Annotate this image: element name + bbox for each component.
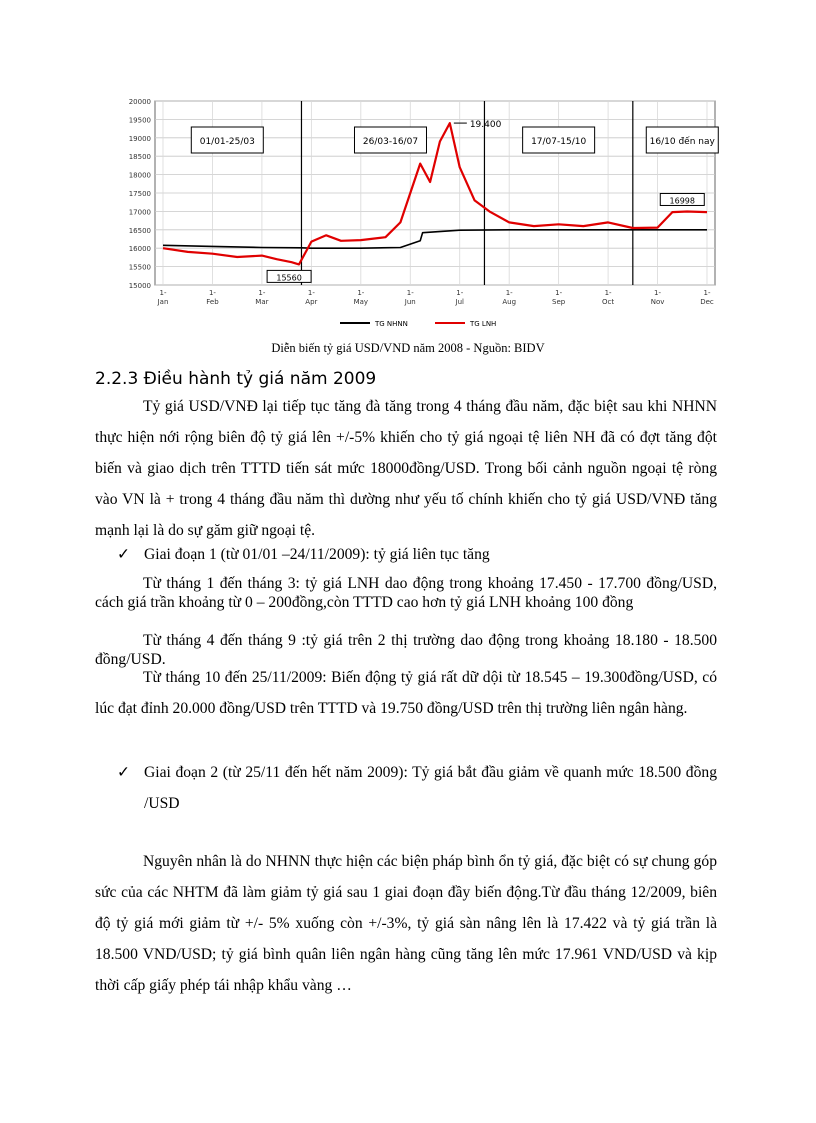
checkmark-icon: ✓ bbox=[117, 546, 131, 563]
paragraph-cause-text: Nguyên nhân là do NHNN thực hiện các biện pháp bình ổn tỷ giá, đặc biệt có sự chung góp sức của các NHTM đã làm giảm tỷ giá sau 1 giai đoạn đầy biến động.Từ đầu tháng 12/2009, biên độ tỷ giá mới giảm từ +/- 5% xuống còn +/-3%, tỷ giá sàn nâng lên là 17.422 và tỷ giá trần là 18.500 VND/USD; tỷ giá bình quân liên ngân hàng cũng tăng lên mức 17.961 VND/USD và kịp thời cấp giấy phép tái nhập khẩu vàng … bbox=[95, 853, 717, 994]
x-tick-label: Nov bbox=[650, 298, 665, 306]
y-tick-label: 20000 bbox=[128, 98, 151, 106]
x-tick-label: 1- bbox=[505, 289, 513, 297]
x-tick-label: 1- bbox=[654, 289, 662, 297]
checkmark-icon: ✓ bbox=[117, 764, 131, 781]
paragraph-cause bbox=[95, 846, 717, 1001]
period-label: 16/10 đến nay bbox=[649, 137, 715, 147]
x-tick-label: 1- bbox=[357, 289, 365, 297]
x-tick-label: Jun bbox=[404, 298, 416, 306]
paragraph-apr-sep-text: Từ tháng 4 đến tháng 9 :tỷ giá trên 2 thị trường dao động trong khoảng 18.180 - 18.500 đồng/USD. bbox=[95, 632, 717, 668]
paragraph-jan-mar-text: Từ tháng 1 đến tháng 3: tỷ giá LNH dao động trong khoảng 17.450 - 17.700 đồng/USD, cách giá trần khoảng từ 0 – 200đồng,còn TTTD cao hơn tỷ giá LNH khoảng 100 đồng bbox=[95, 575, 717, 611]
y-tick-label: 17000 bbox=[128, 208, 151, 217]
x-tick-label: Sep bbox=[552, 298, 566, 306]
y-tick-label: 16500 bbox=[128, 226, 151, 235]
x-tick-label: 1- bbox=[555, 289, 563, 297]
annotation-low: 15560 bbox=[276, 273, 302, 283]
y-tick-label: 19000 bbox=[128, 134, 151, 143]
period-label: 17/07-15/10 bbox=[531, 137, 587, 147]
x-tick-label: Oct bbox=[602, 298, 615, 306]
y-tick-label: 18500 bbox=[128, 153, 151, 162]
annotation-peak: 19.400 bbox=[469, 120, 502, 131]
x-tick-label: 1- bbox=[703, 289, 711, 297]
x-tick-label: 1- bbox=[258, 289, 266, 297]
x-tick-label: 1- bbox=[406, 289, 414, 297]
paragraph-intro bbox=[95, 391, 717, 546]
section-heading: 2.2.3 Điều hành tỷ giá năm 2009 bbox=[95, 369, 377, 389]
y-tick-label: 15000 bbox=[128, 282, 151, 290]
y-tick-label: 16000 bbox=[128, 245, 151, 254]
x-tick-label: 1- bbox=[307, 289, 315, 297]
x-tick-label: Apr bbox=[305, 298, 318, 306]
x-tick-label: Jul bbox=[455, 298, 464, 306]
bullet-phase-2 bbox=[117, 757, 717, 819]
y-tick-label: 17500 bbox=[128, 190, 151, 198]
x-tick-label: 1- bbox=[208, 289, 216, 297]
period-label: 26/03-16/07 bbox=[362, 137, 419, 147]
y-tick-label: 18000 bbox=[128, 171, 151, 180]
bullet-phase-1-text: Giai đoạn 1 (từ 01/01 –24/11/2009): tỷ giá liên tục tăng bbox=[144, 546, 490, 563]
period-label: 01/01-25/03 bbox=[199, 137, 255, 147]
legend-label-tg-nhnn: TG NHNN bbox=[375, 320, 408, 328]
x-tick-label: Mar bbox=[255, 298, 269, 306]
annotation-end: 16998 bbox=[669, 196, 695, 206]
x-tick-label: Jan bbox=[157, 298, 169, 306]
paragraph-oct-nov-text: Từ tháng 10 đến 25/11/2009: Biến động tỷ giá rất dữ dội từ 18.545 – 19.300đồng/USD, có lúc đạt đỉnh 20.000 đồng/USD trên TTTD và 19.750 đồng/USD trên thị trường liên ngân hàng. bbox=[95, 669, 717, 717]
paragraph-intro-text: Tỷ giá USD/VNĐ lại tiếp tục tăng đà tăng trong 4 tháng đầu năm, đặc biệt sau khi NHNN thực hiện nới rộng biên độ tỷ giá lên +/-5% khiến cho tỷ giá ngoại tệ liên NH đã có đợt tăng đột biến và giao dịch trên TTTD tiến sát mức 18000đồng/USD. Trong bối cảnh nguồn ngoại tệ ròng vào VN là + trong 4 tháng đầu năm thì dường như yếu tố chính khiến cho tỷ giá USD/VNĐ tăng mạnh lại là do sự găm giữ ngoại tệ. bbox=[95, 398, 717, 539]
x-tick-label: May bbox=[353, 298, 369, 306]
bullet-phase-1 bbox=[117, 539, 717, 570]
bullet-phase-2-text: Giai đoạn 2 (từ 25/11 đến hết năm 2009): Tỷ giá bắt đầu giảm về quanh mức 18.500 đồng /USD bbox=[144, 764, 717, 812]
x-tick-label: 1- bbox=[159, 289, 167, 297]
x-tick-label: 1- bbox=[456, 289, 464, 297]
y-tick-label: 15500 bbox=[128, 263, 151, 272]
legend-label-tg-lnh: TG LNH bbox=[470, 320, 497, 328]
x-tick-label: Feb bbox=[206, 298, 219, 306]
y-tick-label: 19500 bbox=[128, 116, 151, 125]
paragraph-oct-nov bbox=[95, 662, 717, 724]
x-tick-label: 1- bbox=[604, 289, 612, 297]
chart-caption: Diễn biến tỷ giá USD/VND năm 2008 - Nguồn: BIDV bbox=[271, 341, 545, 355]
x-tick-label: Aug bbox=[502, 298, 517, 306]
paragraph-jan-mar bbox=[95, 575, 717, 612]
exchange-rate-chart bbox=[95, 93, 720, 333]
chart-svg bbox=[95, 93, 720, 333]
x-tick-label: Dec bbox=[700, 298, 714, 306]
